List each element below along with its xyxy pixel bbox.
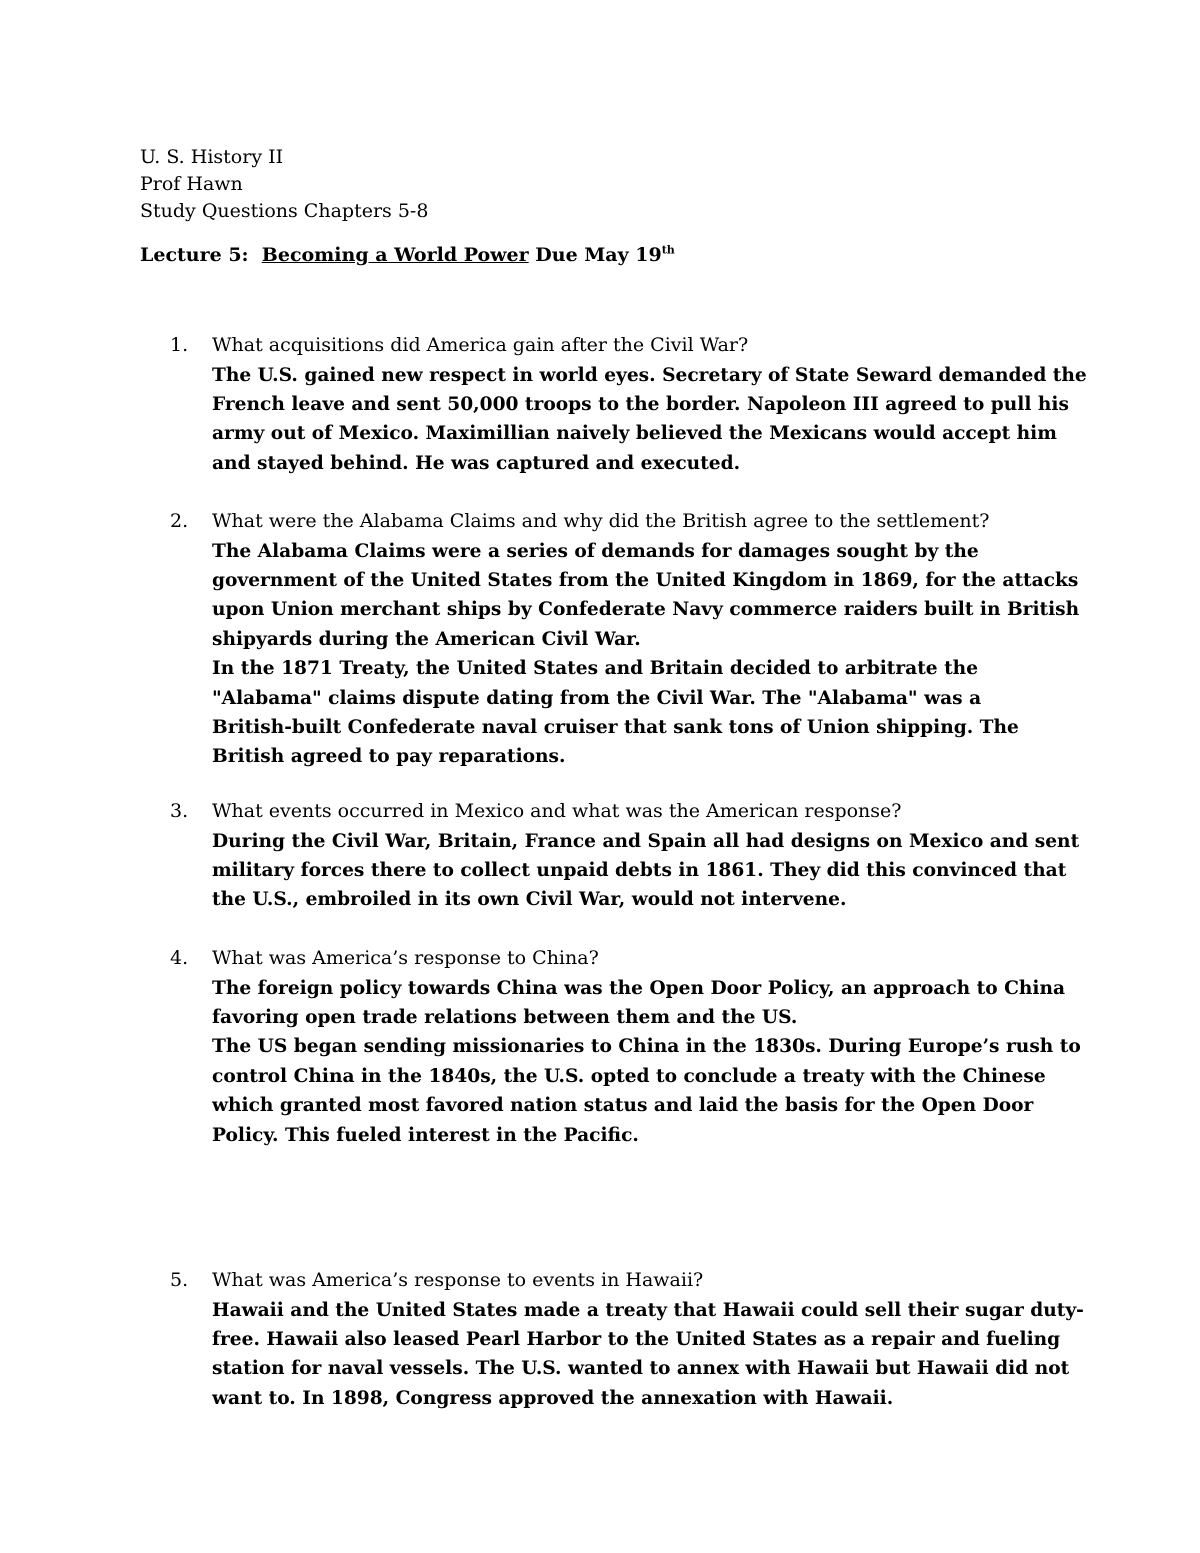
- question-text: What acquisitions did America gain after the Civil War?: [212, 334, 749, 356]
- answer-line: In the 1871 Treaty, the United States and Britain decided to arbitrate the: [212, 658, 979, 680]
- answer-line: British agreed to pay reparations.: [212, 746, 566, 768]
- lecture-topic: Becoming a World Power: [261, 244, 529, 266]
- question-number: 2.: [170, 510, 189, 532]
- question-item: [170, 1266, 1084, 1413]
- question-item: [170, 797, 1080, 915]
- question-item: [170, 507, 1080, 772]
- question-number: 5.: [170, 1269, 189, 1291]
- question-item: [170, 331, 1087, 478]
- question-number: 4.: [170, 947, 189, 969]
- professor-name: Prof Hawn: [140, 173, 243, 195]
- answer-line: The U.S. gained new respect in world eyes. Secretary of State Seward demanded the: [212, 364, 1087, 386]
- answer-line: "Alabama" claims dispute dating from the Civil War. The "Alabama" was a: [212, 687, 982, 709]
- answer-line: shipyards during the American Civil War.: [212, 628, 641, 650]
- answer-line: The foreign policy towards China was the Open Door Policy, an approach to China: [212, 977, 1066, 999]
- answer-line: station for naval vessels. The U.S. wanted to annex with Hawaii but Hawaii did not: [212, 1358, 1070, 1380]
- answer-line: The Alabama Claims were a series of demands for damages sought by the: [212, 540, 979, 562]
- answer-line: control China in the 1840s, the U.S. opted to conclude a treaty with the Chinese: [212, 1065, 1046, 1087]
- answer-line: want to. In 1898, Congress approved the annexation with Hawaii.: [212, 1387, 894, 1409]
- answer-line: During the Civil War, Britain, France and Spain all had designs on Mexico and sent: [212, 830, 1080, 852]
- question-number: 3.: [170, 800, 189, 822]
- answer-line: government of the United States from the United Kingdom in 1869, for the attacks: [212, 569, 1079, 591]
- answer-line: Policy. This fueled interest in the Pacific.: [212, 1124, 639, 1146]
- answer-line: Hawaii and the United States made a treaty that Hawaii could sell their sugar duty-: [212, 1299, 1084, 1321]
- question-item: [170, 944, 1081, 1150]
- answer-line: the U.S., embroiled in its own Civil War, would not intervene.: [212, 889, 847, 911]
- question-text: What were the Alabama Claims and why did the British agree to the settlement?: [212, 510, 990, 532]
- answer-line: The US began sending missionaries to China in the 1830s. During Europe’s rush to: [212, 1036, 1081, 1058]
- answer-line: army out of Mexico. Maximillian naively believed the Mexicans would accept him: [212, 423, 1057, 445]
- answer-line: which granted most favored nation status and laid the basis for the Open Door: [212, 1095, 1034, 1117]
- course-title: U. S. History II: [140, 146, 284, 168]
- question-text: What was America’s response to events in Hawaii?: [212, 1269, 704, 1291]
- lecture-label: Lecture 5:: [140, 244, 249, 266]
- lecture-heading: [140, 241, 675, 269]
- question-text: What was America’s response to China?: [212, 947, 599, 969]
- answer-line: British-built Confederate naval cruiser that sank tons of Union shipping. The: [212, 716, 1019, 738]
- due-date: Due May 19: [535, 244, 662, 266]
- answer-line: military forces there to collect unpaid debts in 1861. They did this convinced that: [212, 859, 1067, 881]
- question-text: What events occurred in Mexico and what was the American response?: [212, 800, 902, 822]
- answer-line: French leave and sent 50,000 troops to the border. Napoleon III agreed to pull his: [212, 393, 1069, 415]
- answer-line: and stayed behind. He was captured and executed.: [212, 452, 741, 474]
- question-number: 1.: [170, 334, 189, 356]
- document-subtitle: Study Questions Chapters 5-8: [140, 200, 429, 222]
- due-date-suffix: th: [661, 243, 675, 257]
- answer-line: favoring open trade relations between them and the US.: [212, 1006, 798, 1028]
- answer-line: free. Hawaii also leased Pearl Harbor to the United States as a repair and fueling: [212, 1328, 1061, 1350]
- answer-line: upon Union merchant ships by Confederate Navy commerce raiders built in British: [212, 599, 1080, 621]
